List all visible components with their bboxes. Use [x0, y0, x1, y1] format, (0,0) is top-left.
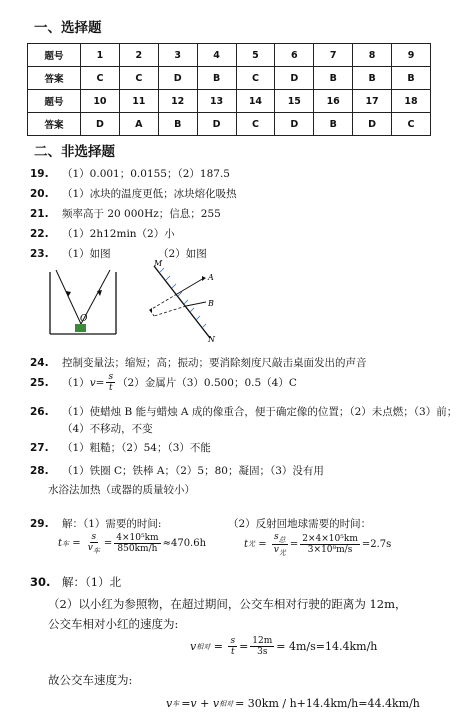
- answer-21: [30, 206, 221, 221]
- answer-20: [30, 186, 237, 201]
- q30-eq2-result: = 30km / h+14.4km/h=44.4km/h: [235, 697, 420, 710]
- section2-title: 二、非选择题: [34, 144, 115, 160]
- table-cell: D: [158, 67, 197, 90]
- table-cell: 18: [392, 90, 431, 113]
- q29-eq1-frac1: [86, 532, 102, 555]
- table-cell: B: [314, 67, 353, 90]
- fig2-label-m: M: [154, 259, 163, 268]
- q25-eq: =: [95, 376, 105, 389]
- table-row: [28, 67, 431, 90]
- q27-number: 27.: [30, 442, 49, 454]
- answer-25: [30, 372, 297, 394]
- q29-eq2-v-sub: 光: [278, 548, 286, 557]
- q25-fraction: [106, 372, 115, 394]
- figure-light-reflection-container: [30, 264, 130, 340]
- fig2-label-b: B: [208, 299, 214, 308]
- answer-24: [30, 355, 367, 370]
- q29-intro2: （2）反射回地球需要的时间：: [228, 518, 372, 530]
- q29-intro: 解：（1）需要的时间:: [62, 518, 162, 530]
- q29-equation-1: t 车 = $\frac{s}{v_车}$ = $\frac{\text{4×10⁵km}}{850km/h}$ ≈470.6h: [58, 532, 207, 556]
- q20-number: 20.: [30, 188, 49, 200]
- q30-line3: 公交车相对小红的速度为:: [48, 617, 179, 631]
- answer-29: [30, 516, 161, 531]
- table-row: [28, 90, 431, 113]
- q30-eq1-frac2: [250, 636, 274, 658]
- q22-text: （1）2h12min（2）小: [62, 228, 175, 240]
- table-cell: 5: [236, 44, 275, 67]
- q29-eq1-v: v: [87, 543, 93, 554]
- table-cell: D: [353, 113, 392, 136]
- q30-line1: 解：（1）北: [62, 575, 122, 589]
- table-cell: 13: [197, 90, 236, 113]
- q30-eq2-mid: =v + v: [181, 697, 220, 710]
- q25-v: v: [89, 376, 96, 389]
- q19-number: 19.: [30, 168, 49, 180]
- q30-eq2-lhs-sub: 车: [172, 699, 180, 708]
- q29-eq2-s-sub: 总: [278, 535, 286, 544]
- table-cell: 10: [81, 90, 120, 113]
- table-cell: 6: [275, 44, 314, 67]
- table-cell: D: [275, 113, 314, 136]
- table-cell: C: [81, 67, 120, 90]
- q29-eq2-v: v: [273, 544, 279, 555]
- q30-eq1-result: = 4m/s=14.4km/h: [276, 640, 378, 654]
- q29-eq1-v-sub: 车: [92, 547, 100, 556]
- q30-eq2-lhs: v: [166, 697, 173, 710]
- table-cell: B: [158, 113, 197, 136]
- table-cell: 8: [353, 44, 392, 67]
- q26-line1: （1）使蜡烛 B 能与蜡烛 A 成的像重合，便于确定像的位置；（2）未点燃；（3）前；: [62, 406, 458, 418]
- q25-t: t: [108, 383, 113, 394]
- q29-eq2-frac2: [300, 534, 360, 556]
- q29-eq2-lhs: t: [244, 538, 249, 550]
- q28-line2: 水浴法加热（或器的质量较小）: [48, 484, 195, 496]
- table-cell: D: [197, 113, 236, 136]
- q21-number: 21.: [30, 208, 49, 220]
- q30-eq1-t: t: [230, 647, 235, 658]
- q27-text: （1）粗糙；（2）54；（3）不能: [62, 442, 211, 454]
- q29-eq1-s: s: [91, 532, 97, 542]
- table-cell: B: [314, 113, 353, 136]
- table-cell: 12: [158, 90, 197, 113]
- table-cell: A: [119, 113, 158, 136]
- q21-text: 频率高于 20 000Hz；信息；255: [62, 208, 221, 220]
- answer-28: [30, 463, 324, 478]
- table-cell: D: [81, 113, 120, 136]
- answer-30: [30, 574, 121, 590]
- table-row-label: 答案: [28, 113, 81, 136]
- table-row-label: 题号: [28, 44, 81, 67]
- q22-number: 22.: [30, 228, 49, 240]
- table-row: [28, 113, 431, 136]
- q28-number: 28.: [30, 465, 49, 477]
- q30-eq1-den: 3s: [257, 647, 268, 658]
- table-cell: B: [353, 67, 392, 90]
- table-cell: C: [119, 67, 158, 90]
- q25-pre: （1）: [62, 377, 90, 390]
- q30-eq1-lhs: v: [190, 640, 197, 654]
- table-cell: C: [236, 113, 275, 136]
- q30-line4: 故公交车速度为:: [48, 673, 133, 687]
- q30-equation-1: v 相对 = $\frac{s}{t}$ = $\frac{12m}{3s}$ = 4m/s=14.4km/h: [190, 636, 378, 658]
- q30-eq1-s: s: [230, 636, 236, 646]
- table-cell: B: [392, 67, 431, 90]
- table-cell: 2: [119, 44, 158, 67]
- table-cell: C: [392, 113, 431, 136]
- table-cell: 14: [236, 90, 275, 113]
- q30-equation-2: [166, 697, 420, 710]
- q20-text: （1）冰块的温度更低；冰块熔化吸热: [62, 188, 237, 200]
- q30-eq1-num: 12m: [252, 636, 273, 646]
- q29-eq1-lhs-sub: 车: [62, 539, 70, 548]
- table-row-label: 答案: [28, 67, 81, 90]
- table-cell: 4: [197, 44, 236, 67]
- table-cell: 3: [158, 44, 197, 67]
- table-cell: 15: [275, 90, 314, 113]
- q29-eq2-num: 2×4×10⁵km: [302, 533, 358, 544]
- table-cell: B: [197, 67, 236, 90]
- q30-line2: （2）以小红为参照物，在超过期间，公交车相对行驶的距离为 12m，: [48, 597, 407, 611]
- q23-part1: （1）如图: [62, 248, 111, 260]
- table-cell: 11: [119, 90, 158, 113]
- q29-eq2-lhs-sub: 光: [248, 540, 256, 549]
- table-cell: 1: [81, 44, 120, 67]
- section1-title: 一、选择题: [34, 20, 102, 36]
- q29-eq1-frac2: [114, 533, 160, 555]
- answer-22: [30, 226, 175, 241]
- q29-eq2-s: s: [274, 532, 279, 542]
- answer-table: [27, 43, 431, 136]
- q29-eq2-result: =2.7s: [361, 538, 392, 550]
- q23-number: 23.: [30, 248, 49, 260]
- table-cell: 16: [314, 90, 353, 113]
- table-cell: 9: [392, 44, 431, 67]
- q29-eq1-num: 4×10⁵km: [116, 532, 159, 543]
- q28-line1: （1）铁圈 C；铁棒 A；（2）5；80；凝固；（3）没有用: [62, 465, 324, 477]
- table-cell: 17: [353, 90, 392, 113]
- q30-number: 30.: [30, 575, 51, 589]
- q29-eq1-den: 850km/h: [117, 544, 158, 555]
- table-cell: 7: [314, 44, 353, 67]
- q29-equation-2: t 光 = $\frac{s_总}{v_光}$ = $\frac{\text{2×4×10⁵km}}{\text{3×10⁸m/s}}$ =2.7s: [244, 532, 392, 557]
- q25-post: （2）金属片（3）0.500；0.5（4）C: [117, 377, 297, 390]
- q29-eq2-den: 3×10⁸m/s: [307, 544, 353, 555]
- fig2-label-n: N: [208, 335, 215, 344]
- q24-number: 24.: [30, 357, 49, 369]
- q30-eq1-lhs-sub: 相对: [196, 642, 211, 651]
- q26-number: 26.: [30, 406, 49, 418]
- q29-eq1-lhs: t: [58, 538, 63, 550]
- q24-text: 控制变量法；缩短；高；振动；要消除刻度尺敲击桌面发出的声音: [62, 357, 367, 369]
- fig2-label-a: A: [208, 273, 214, 282]
- q26-line2: （4）不移动，不变: [62, 423, 153, 435]
- q29-number: 29.: [30, 518, 49, 530]
- q29-eq2-frac1: [272, 532, 288, 557]
- q30-eq2-mid-sub: 相对: [219, 699, 234, 708]
- table-cell: D: [275, 67, 314, 90]
- q23-part2: （2）如图: [158, 248, 207, 260]
- q25-number: 25.: [30, 376, 49, 389]
- answer-27: [30, 440, 211, 455]
- q29-eq1-result: ≈470.6h: [162, 538, 207, 550]
- q25-s: s: [108, 372, 114, 382]
- answer-26: [30, 404, 457, 419]
- fig1-label-o: O: [80, 314, 88, 324]
- q30-eq1-frac1: [228, 636, 237, 658]
- table-row: [28, 44, 431, 67]
- q19-text: （1）0.001；0.0155；（2）187.5: [62, 168, 230, 180]
- table-cell: C: [236, 67, 275, 90]
- table-row-label: 题号: [28, 90, 81, 113]
- figure-plane-mirror: [140, 258, 230, 344]
- answer-19: [30, 166, 230, 181]
